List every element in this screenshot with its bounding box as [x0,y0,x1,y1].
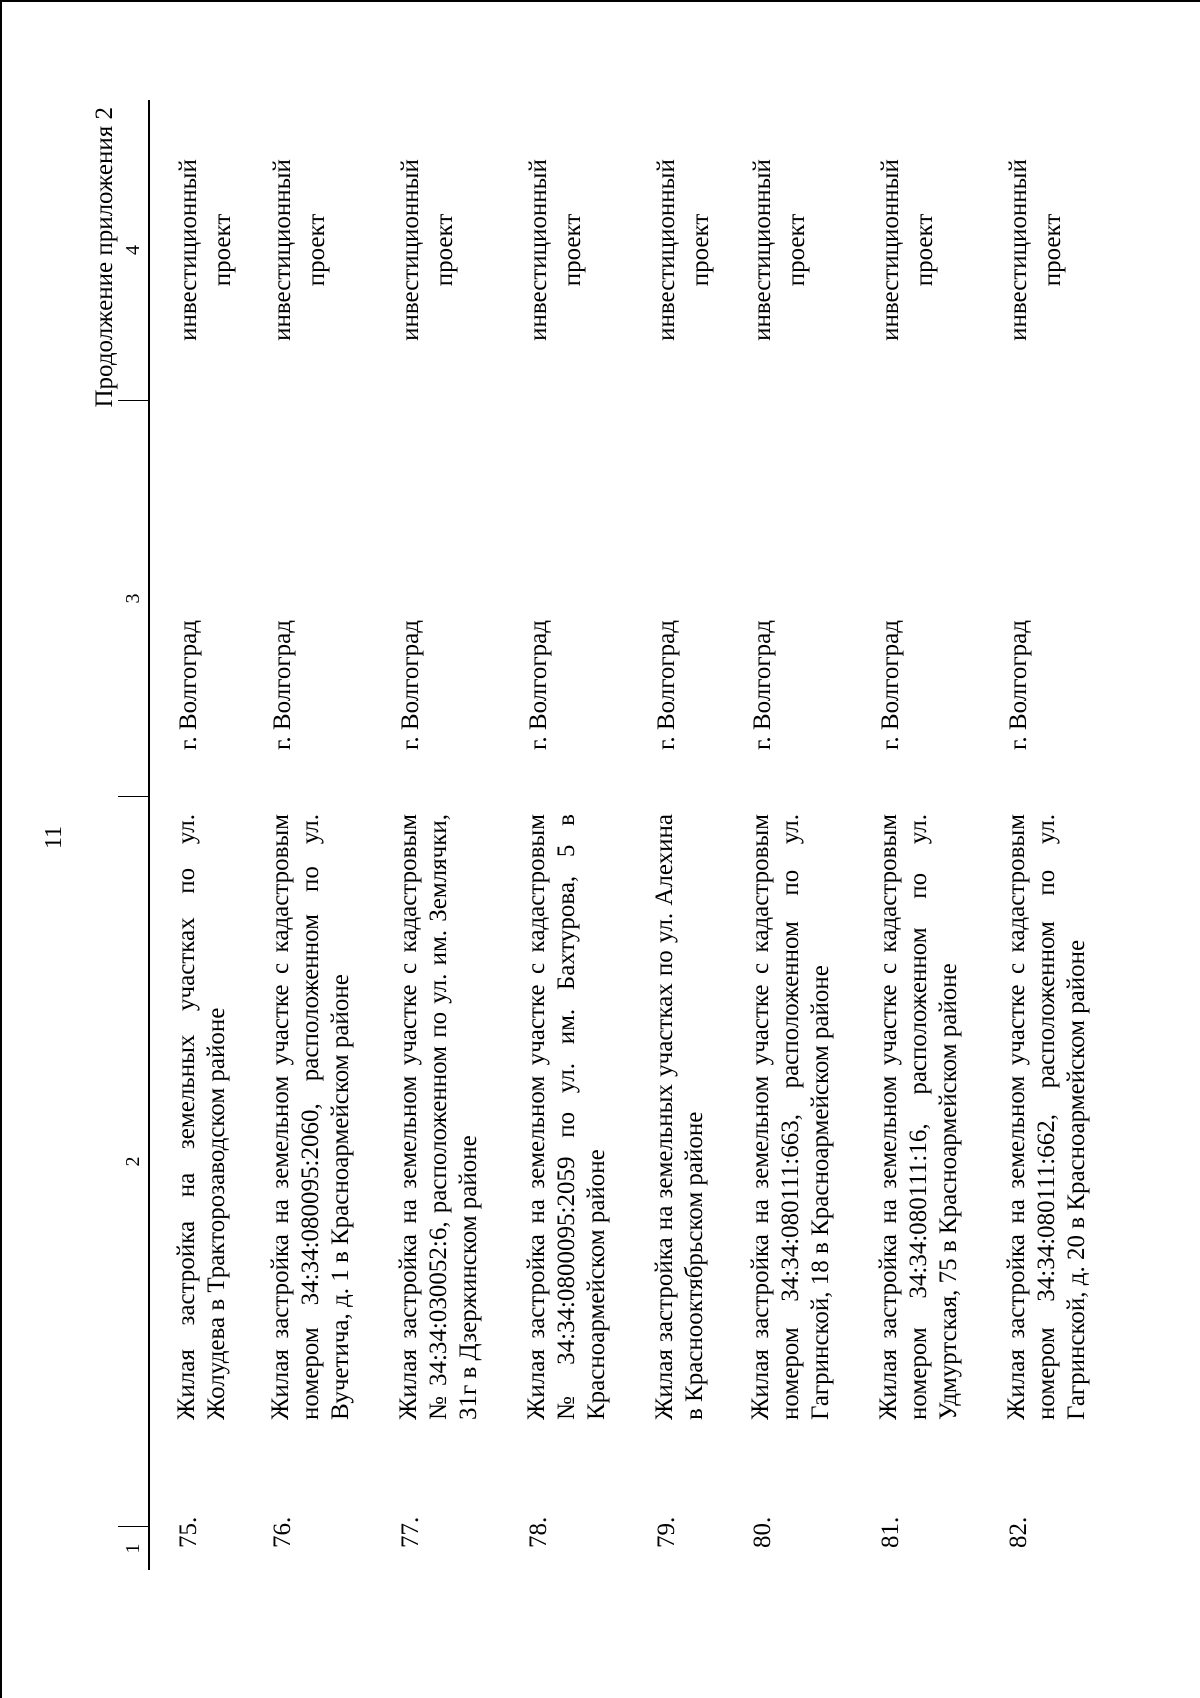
row-type [746,100,814,400]
projects-table [118,100,1090,1570]
row-description: Жилая застройка на земельном участке с кадастровым номером 34:34:080111:663, расположенном по ул. Гагринской, 18 в Красноармейском районе [747,814,834,1420]
row-description: Жилая застройка на земельном участке с кадастровым номером 34:34:080111:16, расположенном по ул. Удмуртская, 75 в Красноармейском районе [875,814,962,1420]
row-type-line2: проект [303,213,330,287]
row-type [266,100,334,400]
row-city: г. Волгоград [525,620,552,750]
row-city: г. Волгоград [175,620,202,750]
row-number: 80. [749,1516,776,1548]
row-type-line1: инвестиционный [397,159,424,341]
row-description: Жилая застройка на земельном участке с кадастровым № 34:34:030052:6, расположенном по ул. им. Землячки, 31г в Дзержинском районе [395,814,482,1420]
row-type-line1: инвестиционный [749,159,776,341]
row-type-line1: инвестиционный [653,159,680,341]
row-type-line1: инвестиционный [525,159,552,341]
row-type [650,100,718,400]
table-header-row [118,100,150,1570]
row-type-line2: проект [911,213,938,287]
row-city: г. Волгоград [653,620,680,750]
row-type-line1: инвестиционный [269,159,296,341]
row-type-line2: проект [1039,213,1066,287]
row-description: Жилая застройка на земельных участках по ул. Алехина в Краснооктябрьском районе [651,814,708,1420]
row-city: г. Волгоград [749,620,776,750]
row-type-line1: инвестиционный [175,159,202,341]
page-number: 11 [41,825,67,849]
row-type-line1: инвестиционный [1005,159,1032,341]
row-number: 76. [269,1516,296,1548]
row-type-line2: проект [559,213,586,287]
row-type-line2: проект [783,213,810,287]
header-col-1: 1 [118,1526,150,1570]
row-city: г. Волгоград [877,620,904,750]
row-type-line1: инвестиционный [877,159,904,341]
row-type [172,100,240,400]
row-number: 79. [653,1516,680,1548]
row-city: г. Волгоград [269,620,296,750]
row-type-line2: проект [209,213,236,287]
row-description: Жилая застройка на земельном участке с кадастровым № 34:34:0800095:2059 по ул. им. Бахтурова, 5 в Красноармейском районе [523,814,610,1420]
row-type [394,100,462,400]
appendix-continuation-note: Продолжение приложения 2 [91,107,118,408]
row-type-line2: проект [431,213,458,287]
row-number: 81. [877,1516,904,1548]
row-type [874,100,942,400]
header-col-2: 2 [118,796,150,1526]
header-col-3: 3 [118,400,150,796]
row-description: Жилая застройка на земельных участках по ул. Жолудева в Тракторозаводском районе [173,814,230,1420]
row-description: Жилая застройка на земельном участке с кадастровым номером 34:34:080111:662, расположенном по ул. Гагринской, д. 20 в Красноармейском районе [1003,814,1090,1420]
row-number: 77. [397,1516,424,1548]
row-number: 78. [525,1516,552,1548]
row-type [522,100,590,400]
row-number: 82. [1005,1516,1032,1548]
row-city: г. Волгоград [1005,620,1032,750]
row-city: г. Волгоград [397,620,424,750]
row-description: Жилая застройка на земельном участке с кадастровым номером 34:34:080095:2060, расположенном по ул. Вучетича, д. 1 в Красноармейском районе [267,814,354,1420]
row-number: 75. [175,1516,202,1548]
header-col-4: 4 [118,100,150,400]
row-type [1002,100,1070,400]
row-type-line2: проект [687,213,714,287]
